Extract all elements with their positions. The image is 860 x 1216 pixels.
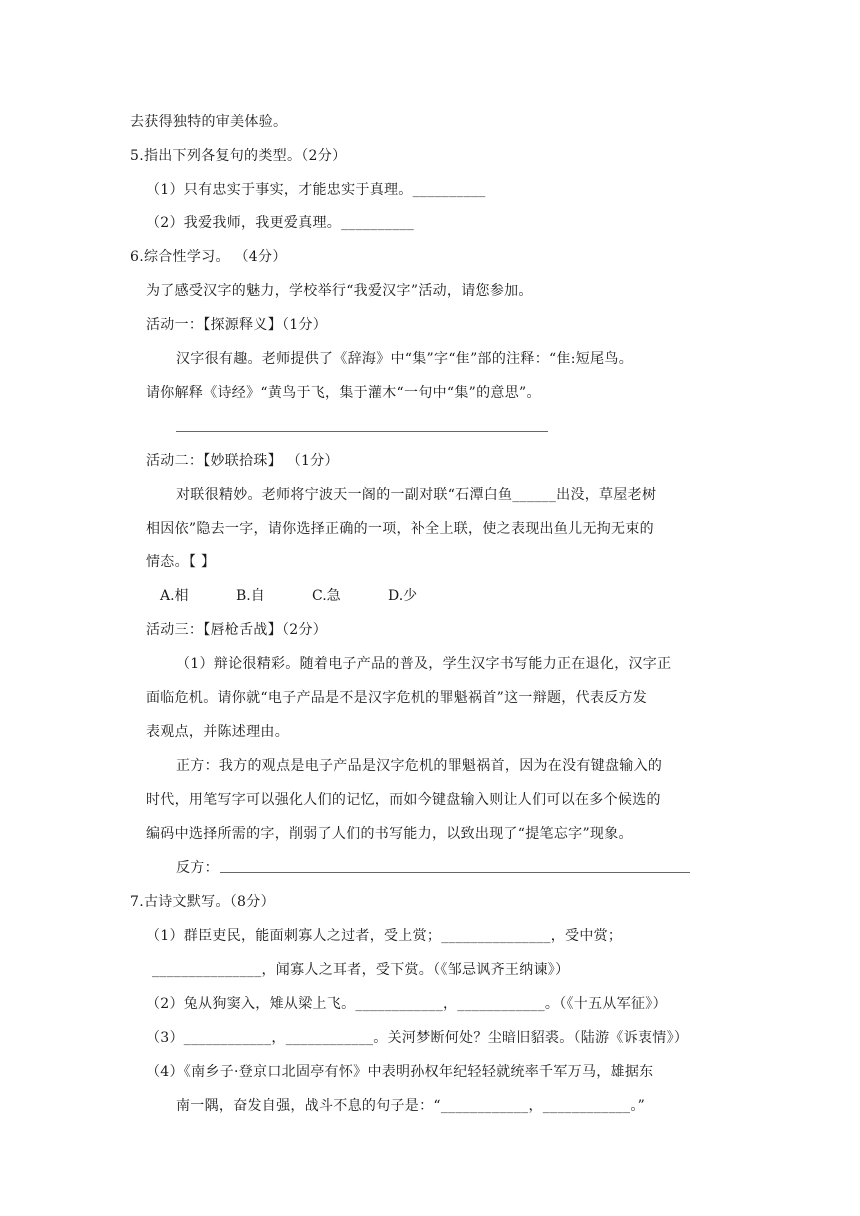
question-5-item-2-text: （2）我爱我师，我更爱真理。 <box>146 215 342 231</box>
activity-2-text-2: 相因依”隐去一字，请你选择正确的一项，补全上联，使之表现出鱼儿无拘无束的 <box>146 521 654 537</box>
answer-line[interactable] <box>176 431 548 432</box>
affirmative-text-2: 时代，用笔写字可以强化人们的记忆，而如今键盘输入则让人们可以在多个候选的 <box>146 792 661 808</box>
question-5-item-1-text: （1）只有忠实于事实，才能忠实于真理。 <box>146 182 413 198</box>
question-7-item-1-cont-text: ，闻寡人之耳者，受下赏。（《邹忌讽齐王纳谏》） <box>261 962 570 978</box>
activity-2-text-1: 对联很精妙。老师将宁波天一阁的一副对联“石潭白鱼______出没，草屋老树 <box>176 487 657 503</box>
question-6-title: 6.综合性学习。 （4分） <box>130 249 287 265</box>
question-7-item-1 <box>146 926 622 946</box>
option-b[interactable]: B.自 <box>236 588 265 604</box>
question-6-intro: 为了感受汉字的魅力，学校举行“我爱汉字”活动，请您参加。 <box>146 283 533 299</box>
activity-1-text-2: 请你解释《诗经》“黄鸟于飞，集于灌木“一句中“集”的意思”。 <box>146 385 541 401</box>
activity-3-text-3: 表观点，并陈述理由。 <box>146 724 289 740</box>
question-5-item-2 <box>146 213 414 233</box>
affirmative-text-3: 编码中选择所需的字，削弱了人们的书写能力，以致出现了“提笔忘字”现象。 <box>146 826 633 842</box>
activity-3-title: 活动三：【唇枪舌战】（2分） <box>146 622 328 638</box>
affirmative-text-1: 正方：我方的观点是电子产品是汉字危机的罪魁祸首，因为在没有键盘输入的 <box>176 758 663 774</box>
question-7-item-4: （4）《南乡子·登京口北固亭有怀》中表明孙权年纪轻轻就统率千军万马，雄据东 <box>146 1064 654 1080</box>
option-a[interactable]: A.相 <box>160 588 189 604</box>
question-7-item-1-text: （1）群臣吏民，能面刺寡人之过者，受上赏； <box>146 928 442 944</box>
answer-blank[interactable]: __________ <box>412 182 486 198</box>
answer-blank[interactable]: __________ <box>341 215 415 231</box>
question-5-title: 5.指出下列各复句的类型。（2分） <box>130 148 347 164</box>
question-7-item-3: （3）____________，____________。关河梦断何处？尘暗旧貂裘。（陆游《诉衷情》） <box>146 1030 689 1046</box>
activity-2-title: 活动二：【妙联拾珠】 （1分） <box>146 453 339 469</box>
question-7-item-1-cont <box>152 960 569 980</box>
activity-3-text-1: （1）辩论很精彩。随着电子产品的普及，学生汉字书写能力正在退化，汉字正 <box>176 656 672 672</box>
option-c[interactable]: C.急 <box>312 588 341 604</box>
answer-blank[interactable]: _______________ <box>152 962 262 978</box>
answer-blank[interactable]: _______________ <box>441 928 551 944</box>
negative-label: 反方： <box>176 860 219 876</box>
answer-line[interactable] <box>220 872 690 873</box>
activity-3-text-2: 面临危机。请你就“电子产品是不是汉字危机的罪魁祸首”这一辩题，代表反方发 <box>146 690 648 706</box>
question-5-item-1 <box>146 180 486 200</box>
activity-2-text-3: 情态。【 】 <box>146 554 216 570</box>
activity-1-title: 活动一：【探源释义】（1分） <box>146 317 328 333</box>
activity-1-text-1: 汉字很有趣。老师提供了《辞海》中“集”字“隹”部的注释：“隹:短尾鸟。 <box>176 351 634 367</box>
question-7-item-2: （2）兔从狗窦入，雉从梁上飞。____________，____________。（《十五从军征》） <box>146 996 667 1012</box>
question-7-item-4-cont: 南一隅，奋发自强，战斗不息的句子是：“____________，____________。” <box>176 1098 646 1114</box>
continuation-text: 去获得独特的审美体验。 <box>130 114 288 130</box>
option-d[interactable]: D.少 <box>388 588 418 604</box>
question-7-item-1-text-end: ，受中赏； <box>550 928 623 944</box>
question-7-title: 7.古诗文默写。（8分） <box>130 894 275 910</box>
